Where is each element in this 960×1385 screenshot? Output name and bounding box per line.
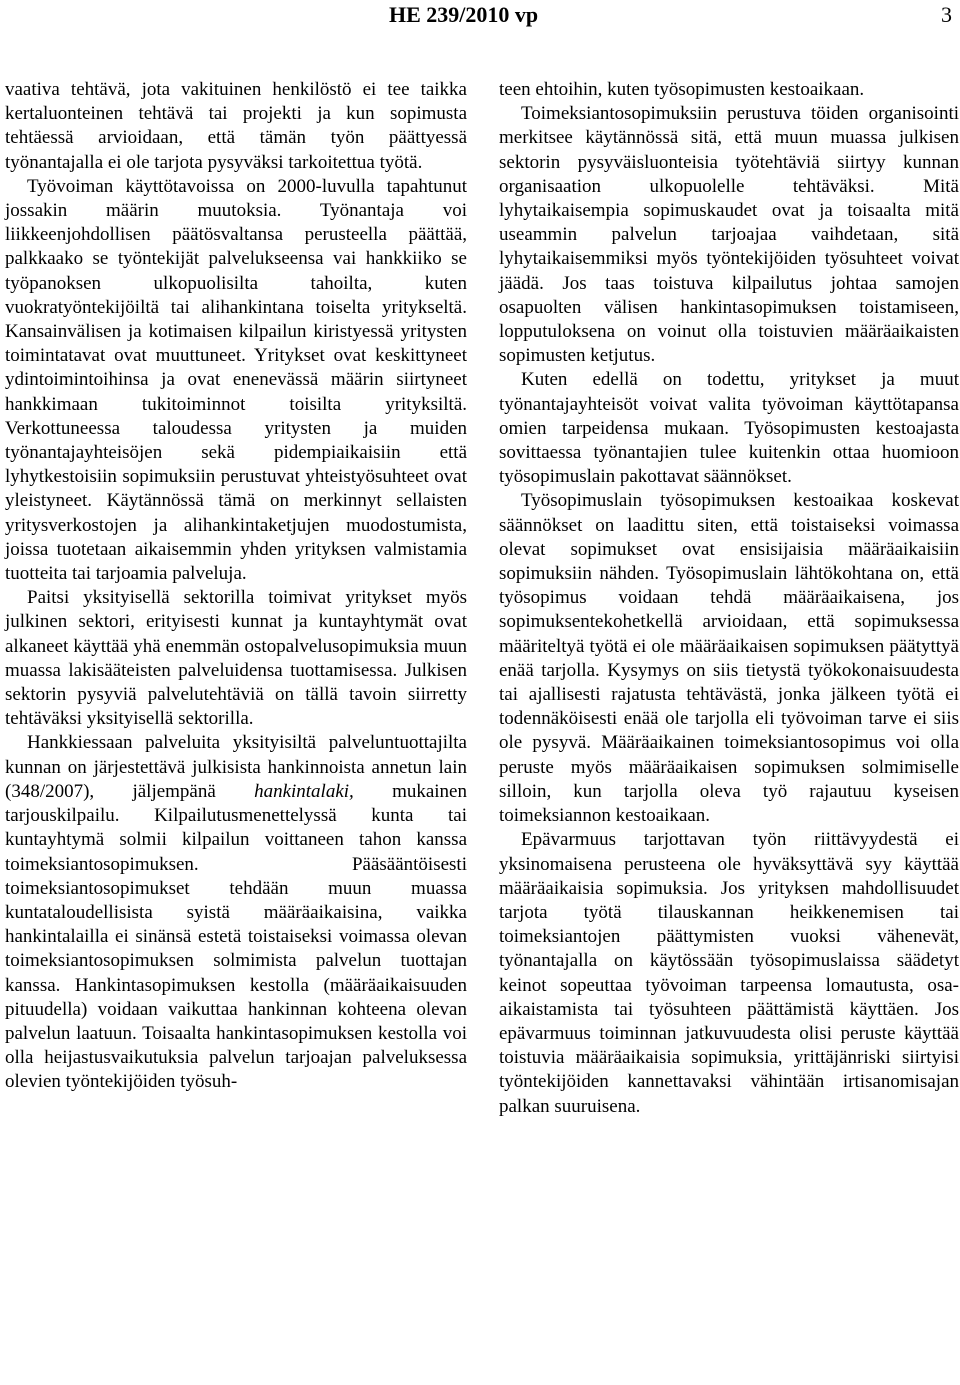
paragraph: vaativa tehtävä, jota vakituinen henkilöstö ei tee taikka kertaluonteinen tehtävä tai projekti ja kun sopimusta tehtäessä arvioidaan, että tämän työn päättyessä työnantajalla ei ole tarjota pysyväksi tarkoitettua työtä. <box>5 79 467 173</box>
paragraph: Työvoiman käyttötavoissa on 2000-luvulla tapahtunut jossakin määrin muutoksia. Työnantaja voi liikkeenjohdollisen päätösvaltansa perusteella päättää, palkkaako se työntekijät palvelukseensa vai hankkiiko se työpanoksen ulkopuolisilta tahoilta, kuten vuokratyöntekijöiltä tai alihankintana toiselta yritykseltä. Kansainvälisen ja kotimaisen kilpailun kiristyessä yritysten toimintatavat ovat muuttuneet. Yritykset ovat keskittyneet ydintoimintoihinsa ja ovat enenevässä määrin siirtyneet hankkimaan tukitoiminnot toisilta yrityksiltä. Verkottuneessa taloudessa yritysten ja muiden työnantajayhteisöjen sekä pidempiaikaisiin että lyhytkestoisiin sopimuksiin perustuvat yhteistyösuhteet ovat yleistyneet. Käytännössä tämä on merkinnyt sellaisten yritysverkostojen ja alihankintaketjujen muodostumista, joissa tuotetaan aikaisemmin yhden yrityksen valmistamia tuotteita tai tarjoamia palveluja. <box>5 175 467 585</box>
paragraph: Epävarmuus tarjottavan työn riittävyydestä ei yksinomaisena perusteena ole hyväksyttävä syy käyttää määräaikaisia sopimuksia. Jos yrityksen mahdollisuudet tarjota työtä tilauskannan heikkenemisen tai toimeksiantojen päättymisten vuoksi vähenevät, työnantajalla on käytössään työsopimuslaissa säädetyt keinot sopeuttaa työvoiman tarpeensa lomautusta, osa-aikaistamista tai työsuhteen päättämistä käyttäen. Jos epävarmuus toiminnan jatkuvuudesta olisi peruste käyttää toistuvia määräaikaisia sopimuksia, yrittäjänriski siirtyisi työntekijöiden kannettavaksi vähintään irtisanomisajan palkan suuruisena. <box>499 829 959 1117</box>
paragraph: Toimeksiantosopimuksiin perustuva töiden organisointi merkitsee käytännössä sitä, että muun muassa julkisen sektorin pysyväisluonteisia työtehtäviä siirtyy kunnan organisaation ulkopuolelle tehtäväksi. Mitä lyhytaikaisempia sopimuskaudet ovat ja toisaalta mitä useammin palvelun tarjoajaa vaihdetaan, sitä lyhytaikaisemmiksi myös työntekijöiden työsuhteet voivat jäädä. Jos taas toistuva kilpailutus johtaa samojen osapuolten välisen hankintasopimuksen toistamiseen, lopputuloksena on voinut olla toistuvien määräaikaisten sopimusten ketjutus. <box>499 103 959 367</box>
text-run: Hankkiessaan palveluita yksityisiltä palveluntuottajilta kunnan on järjestettävä julkisista hankinnoista annetun lain (348/2007), jäljempänä <box>5 732 467 802</box>
paragraph <box>5 731 467 1094</box>
paragraph: Kuten edellä on todettu, yritykset ja muut työnantajayhteisöt voivat valita työvoiman käyttötapansa omien tarpeidensa mukaan. Työsopimusten kestoajasta sovittaessa työnantajien tulee kuitenkin ottaa huomioon työsopimuslain pakottavat säännökset. <box>499 369 959 488</box>
paragraph: Paitsi yksityisellä sektorilla toimivat yritykset myös julkinen sektori, erityisesti kunnat ja kuntayhtymät ovat alkaneet käyttää yhä enemmän ostopalvelusopimuksia muun muassa lakisääteisten palveluidensa tuottamisessa. Julkisen sektorin pysyviä palvelutehtäviä on tällä tavoin siirretty tehtäväksi yksityisellä sektorilla. <box>5 587 467 730</box>
italic-term: hankintalaki, <box>254 780 354 802</box>
left-column <box>5 78 467 1095</box>
page-header <box>0 0 960 36</box>
right-column <box>499 78 959 1119</box>
page-number: 3 <box>941 2 952 27</box>
paragraph: teen ehtoihin, kuten työsopimusten kestoaikaan. <box>499 79 865 100</box>
document-id: HE 239/2010 vp <box>389 2 539 27</box>
text-run: mukainen tarjouskilpailu. Kilpailutusmenettelyssä kunta tai kuntayhtymä solmii kilpailun voittaneen tahon kanssa toimeksiantosopimuksen. Pääsääntöisesti toimeksiantosopimukset tehdään muun muassa kuntataloudellisista syistä määräaikaisina, vaikka hankintalailla ei sinänsä estetä toistaiseksi voimassa olevan toimeksiantosopimuksen solmimista palvelun tuottajan kanssa. Hankintasopimuksen kestolla (määräaikaisuuden pituudella) voidaan vaikuttaa hankinnan kohteena olevan palvelun laatuun. Toisaalta hankintasopimuksen kestolla voi olla heijastusvaikutuksia palvelun tarjoajan palveluksessa olevien työntekijöiden työsuh- <box>5 780 467 1093</box>
paragraph: Työsopimuslain työsopimuksen kestoaikaa koskevat säännökset on laadittu siten, että toistaiseksi voimassa olevat sopimukset ovat ensisijaisia määräaikaisiin sopimuksiin nähden. Työsopimuslain lähtökohtana on, että työsopimus voidaan tehdä määräaikaisena, jos sopimuksentekohetkellä arvioidaan, että sopimuksessa määriteltyä työtä ei ole määräaikaisen sopimuksen päätyttyä enää tarjolla. Kysymys on siis tietystä työkokonaisuudesta tai ajallisesti rajatusta tehtävästä, jonka jälkeen työtä ei todennäköisesti enää ole tarjolla eli työvoiman tarve ei siis ole pysyvä. Määräaikainen toimeksiantosopimus voi olla peruste myös määräaikaisen sopimuksen solmimiselle silloin, kun tarjolla oleva työ rajautuu kyseisen toimeksiannon kestoaikaan. <box>499 490 959 827</box>
